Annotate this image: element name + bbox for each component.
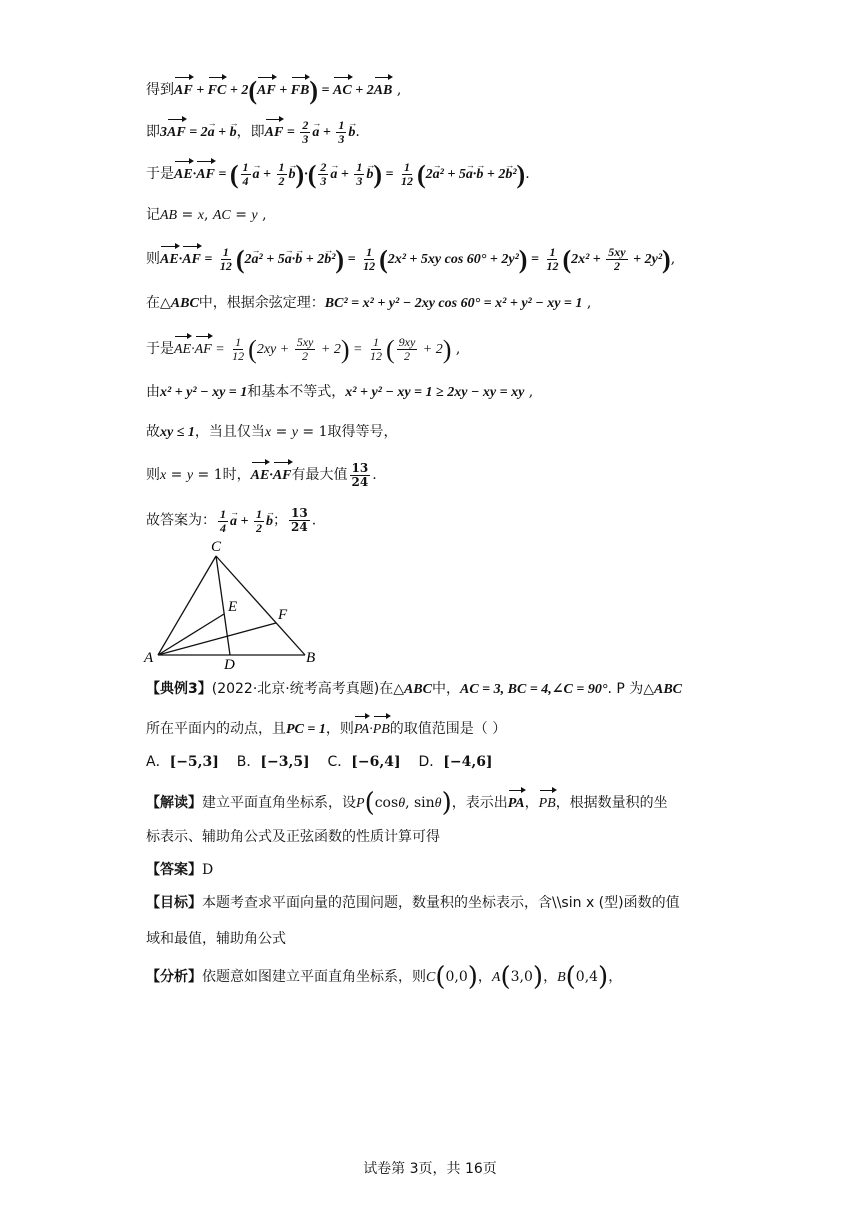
- point-label: C: [211, 539, 222, 555]
- equation-line-1: 得到AF + FC + 2(AF + FB) = AC + 2AB ,: [146, 75, 402, 105]
- mubiao-line-1: 【目标】本题考查求平面向量的范围问题，数量积的坐标表示，含\\sin x (型)函数的值: [146, 895, 680, 911]
- triangle-figure: [140, 535, 330, 670]
- point-label: B: [306, 650, 316, 666]
- segment-ae: [158, 614, 224, 655]
- example3-options: A．[−5,3] B．[−3,5] C．[−6,4] D．[−4,6]: [146, 754, 493, 770]
- example3-line-1: 【典例3】(2022·北京·统考高考真题)在△ABC中，AC = 3, BC = 4,∠C = 90°. P 为△ABC: [146, 681, 683, 697]
- point-label: D: [224, 657, 235, 670]
- segment-af: [158, 623, 276, 655]
- mubiao-line-2: 域和最值，辅助角公式: [146, 931, 286, 947]
- equation-line-4: 记AB = x, AC = y ,: [146, 207, 267, 223]
- equation-line-6: 在△ABC中，根据余弦定理：BC² = x² + y² − 2xy cos 60° = x² + y² − xy = 1 ,: [146, 295, 592, 311]
- point-label: F: [278, 607, 288, 623]
- equation-line-7: 于是AE·AF = $\frac{1}{12}$ (2xy + $\frac{5xy}{2}$ + 2) = $\frac{1}{12}$ ( $\frac{9xy}{2}$ + 2) ,: [146, 334, 461, 364]
- example3-line-2: 所在平面内的动点，且PC = 1，则PA·PB的取值范围是（ ）: [146, 715, 506, 741]
- page-footer: 试卷第 3页，共 16页: [363, 1161, 497, 1177]
- equation-line-5: 则AE·AF = $\frac{1}{12}$ (2a →² + 5a →·b → + 2b →²) = $\frac{1}{12}$ (2x² + 5xy cos 60° + 2y²) = $\frac{1}{12}$ (2x² + $\frac{5xy}{2}$ + 2y²),: [146, 245, 675, 273]
- point-label: A: [144, 650, 154, 666]
- equation-line-2: 即3AF = 2a → + b →，即AF = $\frac{2}{3}$ a → + $\frac{1}{3}$ b →.: [146, 118, 360, 146]
- point-label: E: [228, 599, 238, 615]
- equation-line-10: 则x = y = 1时，AE·AF有最大值 $\frac{13}{24}$ .: [146, 460, 377, 489]
- equation-line-8: 由x² + y² − xy = 1和基本不等式，x² + y² − xy = 1 ≥ 2xy − xy = xy ,: [146, 384, 534, 400]
- equation-line-3: 于是AE·AF = ( $\frac{1}{4}$ a → + $\frac{1}{2}$ b →)·( $\frac{2}{3}$ a → + $\frac{1}{3}$ b →) = $\frac{1}{12}$ (2a →² + 5a →·b → + 2b →²).: [146, 160, 530, 188]
- answer-line: 故答案为： $\frac{1}{4}$ a → + $\frac{1}{2}$ b →； $\frac{13}{24}$ .: [146, 507, 316, 535]
- jiedu-line-1: 【解读】建立平面直角坐标系，设P(cosθ, sinθ)，表示出PA，PB，根据数量积的坐: [146, 788, 668, 818]
- answer-tag-line: 【答案】D: [146, 862, 214, 878]
- side-ac: [158, 556, 216, 655]
- fenxi-line: 【分析】依题意如图建立平面直角坐标系，则C(0,0)，A(3,0)，B(0,4)，: [146, 962, 623, 992]
- equation-line-9: 故xy ≤ 1，当且仅当x = y = 1取得等号，: [146, 424, 398, 440]
- jiedu-line-2: 标表示、辅助角公式及正弦函数的性质计算可得: [146, 829, 440, 845]
